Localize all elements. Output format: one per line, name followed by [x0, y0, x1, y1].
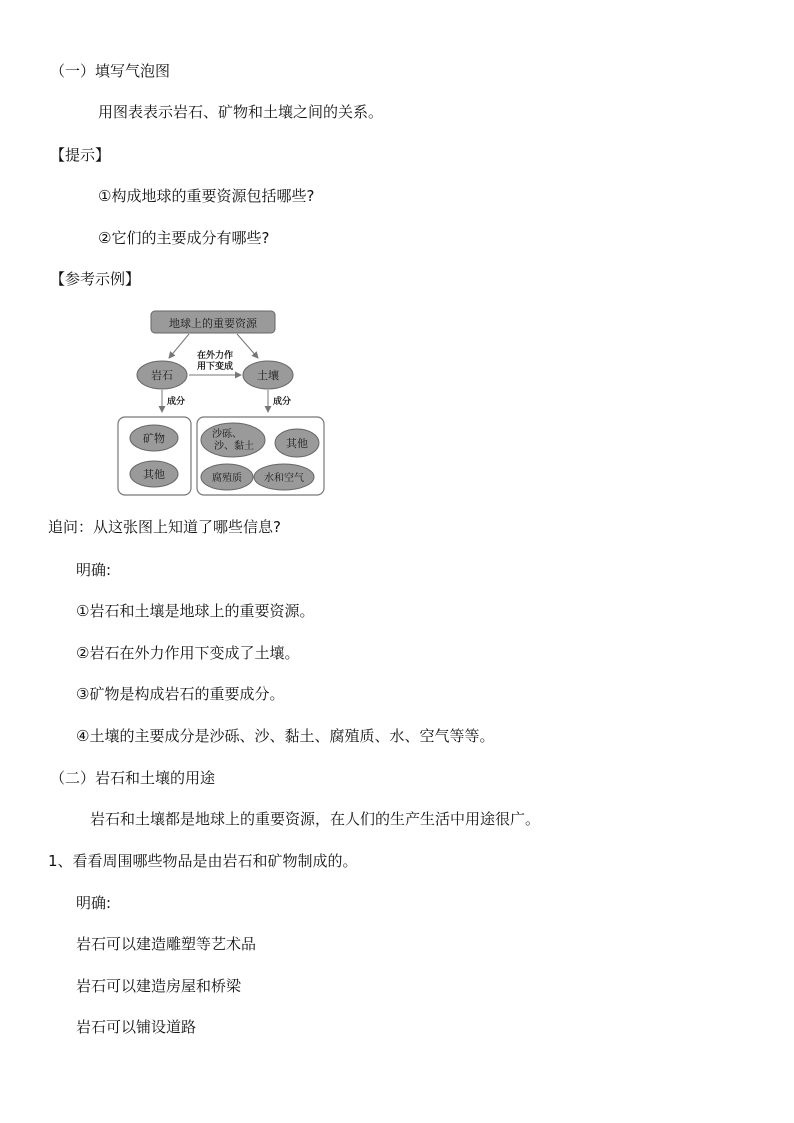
transform-label-line2: 用下变成 — [196, 362, 234, 372]
section2-answer-3: 岩石可以铺设道路 — [76, 1018, 197, 1036]
root-node-label: 地球上的重要资源 — [169, 317, 257, 330]
component-label-right: 成分 — [273, 397, 292, 407]
humus-bubble-label: 腐殖质 — [212, 473, 242, 484]
hint-item-1: ①构成地球的重要资源包括哪些? — [98, 187, 315, 205]
component-label-left: 成分 — [167, 397, 186, 407]
hint-item-2: ②它们的主要成分有哪些? — [98, 229, 270, 247]
section2-answer-label: 明确: — [76, 894, 112, 912]
transform-label-line1: 在外力作 — [196, 351, 234, 361]
section2-heading: （二）岩石和土壤的用途 — [50, 769, 216, 787]
arrow-root-to-rock — [169, 334, 189, 358]
sand-bubble-label-line2: 沙、黏土 — [214, 441, 254, 452]
followup-answer-label: 明确: — [76, 561, 112, 579]
sand-bubble-label-line1: 沙砾、 — [212, 429, 242, 440]
water-air-bubble-label: 水和空气 — [264, 473, 304, 484]
rock-node-label: 岩石 — [151, 369, 173, 382]
section2-item-1: 1、看看周围哪些物品是由岩石和矿物制成的。 — [48, 852, 358, 870]
section2-answer-1: 岩石可以建造雕塑等艺术品 — [76, 935, 257, 953]
followup-question: 追问：从这张图上知道了哪些信息? — [48, 518, 281, 536]
followup-answer-4: ④土壤的主要成分是沙砾、沙、黏土、腐殖质、水、空气等等。 — [76, 727, 495, 745]
hint-label: 【提示】 — [50, 146, 111, 164]
section2-answer-2: 岩石可以建造房屋和桥梁 — [76, 977, 242, 995]
section2-intro: 岩石和土壤都是地球上的重要资源，在人们的生产生活中用途很广。 — [90, 810, 541, 828]
soil-node-label: 土壤 — [257, 369, 279, 382]
mineral-bubble-label: 矿物 — [143, 432, 165, 445]
example-label: 【参考示例】 — [50, 270, 141, 288]
bubble-diagram — [114, 302, 328, 500]
followup-answer-3: ③矿物是构成岩石的重要成分。 — [76, 685, 285, 703]
bubble-diagram-svg — [114, 302, 328, 500]
followup-answer-2: ②岩石在外力作用下变成了土壤。 — [76, 644, 300, 662]
rock-other-bubble-label: 其他 — [143, 468, 165, 481]
arrow-root-to-soil — [237, 334, 258, 358]
section1-heading: （一）填写气泡图 — [50, 62, 171, 80]
section1-instruction: 用图表表示岩石、矿物和土壤之间的关系。 — [98, 103, 384, 121]
soil-other-bubble-label: 其他 — [286, 437, 308, 450]
followup-answer-1: ①岩石和土壤是地球上的重要资源。 — [76, 602, 315, 620]
